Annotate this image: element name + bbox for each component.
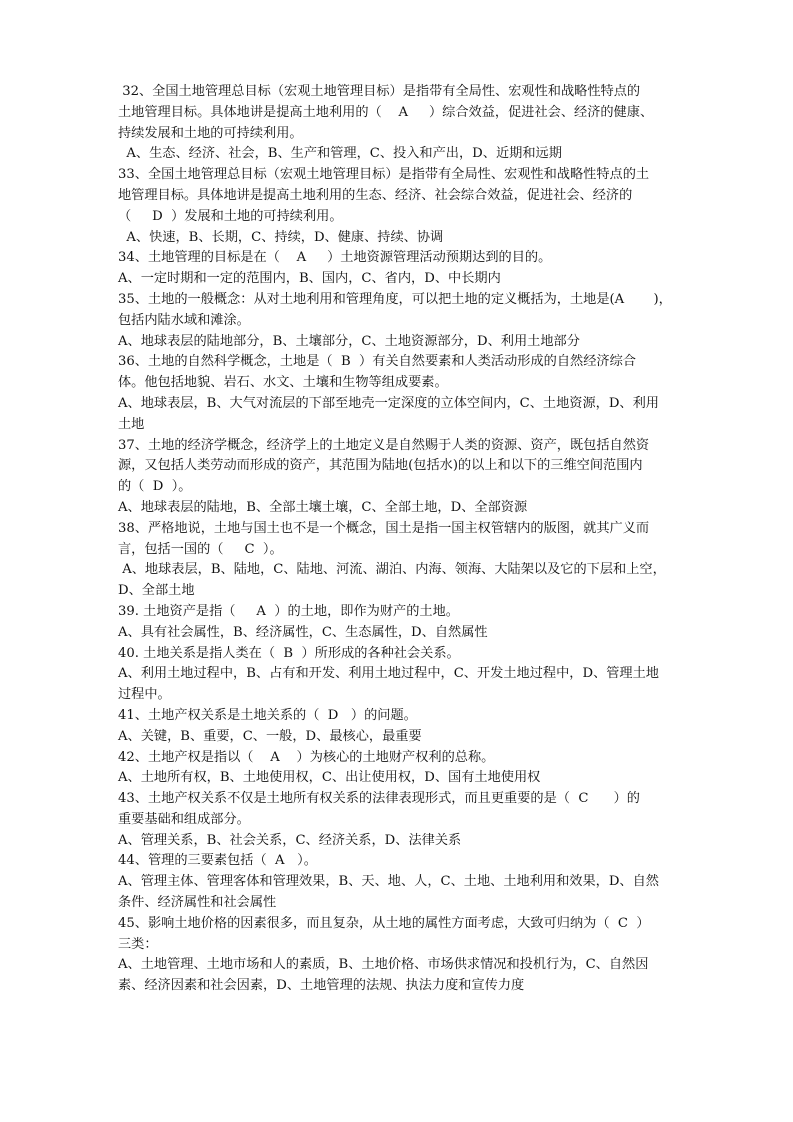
text-line: 39. 土地资产是指（ A ）的土地，即作为财产的土地。 xyxy=(118,603,459,619)
text-line: A、地球表层的陆地部分，B、土壤部分，C、土地资源部分，D、利用土地部分 xyxy=(118,333,580,349)
text-line: 源，又包括人类劳动而形成的资产，其范围为陆地(包括水)的以上和以下的三维空间范围内 xyxy=(118,458,643,474)
text-line: 的（ D ）。 xyxy=(118,479,192,495)
text-line: A、一定时期和一定的范围内，B、国内，C、省内，D、中长期内 xyxy=(118,271,501,287)
text-line: A、土地管理、土地市场和人的素质，B、土地价格、市场供求情况和投机行为，C、自然因 xyxy=(118,957,649,973)
text-line: 条件、经济属性和社会属性 xyxy=(118,895,277,911)
text-line: A、地球表层的陆地，B、全部土壤土壤，C、全部土地，D、全部资源 xyxy=(118,499,528,515)
text-line: 土地管理目标。具体地讲是提高土地利用的（ A ）综合效益，促进社会、经济的健康、 xyxy=(118,104,654,120)
text-line: 44、管理的三要素包括（ A ）。 xyxy=(118,853,317,869)
text-line: A、具有社会属性，B、经济属性，C、生态属性，D、自然属性 xyxy=(118,624,488,640)
text-line: 42、土地产权是指以（ A ）为核心的土地财产权利的总称。 xyxy=(118,749,495,765)
text-line: 言，包括一国的（ C ）。 xyxy=(118,541,283,557)
text-line: A、利用土地过程中，B、占有和开发、利用土地过程中，C、开发土地过程中，D、管理土地 xyxy=(118,666,659,682)
text-line: 41、土地产权关系是土地关系的（ D ）的问题。 xyxy=(118,707,417,723)
text-line: A、快速，B、长期，C、持续，D、健康、持续、协调 xyxy=(118,229,444,245)
text-line: 重要基础和组成部分。 xyxy=(118,811,250,827)
text-line: A、关键，B、重要，C、一般，D、最核心，最重要 xyxy=(118,728,422,744)
text-line: 持续发展和土地的可持续利用。 xyxy=(118,125,303,141)
text-line: A、地球表层，B、大气对流层的下部至地壳一定深度的立体空间内，C、土地资源，D、利用 xyxy=(118,395,659,411)
text-line: D、全部土地 xyxy=(118,583,195,599)
text-line: A、地球表层，B、陆地，C、陆地、河流、湖泊、内海、领海、大陆架以及它的下层和上空， xyxy=(118,562,666,578)
text-line: 36、土地的自然科学概念，土地是（ B ）有关自然要素和人类活动形成的自然经济综合 xyxy=(118,354,636,370)
text-line: A、管理关系，B、社会关系，C、经济关系，D、法律关系 xyxy=(118,832,462,848)
text-line: （ D ）发展和土地的可持续利用。 xyxy=(118,208,343,224)
text-line: 33、全国土地管理总目标（宏观土地管理目标）是指带有全局性、宏观性和战略性特点的土 xyxy=(118,167,650,183)
text-line: 45、影响土地价格的因素很多，而且复杂，从土地的属性方面考虑，大致可归纳为（ C ） xyxy=(118,915,650,931)
text-line: 包括内陆水域和滩涂。 xyxy=(118,312,250,328)
text-line: 过程中。 xyxy=(118,687,171,703)
text-line: A、土地所有权，B、土地使用权，C、出让使用权，D、国有土地使用权 xyxy=(118,770,541,786)
text-line: 35、土地的一般概念：从对土地利用和管理角度，可以把土地的定义概括为，土地是(A )， xyxy=(118,291,672,307)
text-line: 素、经济因素和社会因素，D、土地管理的法规、执法力度和宣传力度 xyxy=(118,978,525,994)
text-line: 体。他包括地貌、岩石、水文、土壤和生物等组成要素。 xyxy=(118,375,448,391)
text-line: 土地 xyxy=(118,416,145,432)
text-line: A、管理主体、管理客体和管理效果，B、天、地、人，C、土地、土地利用和效果，D、自然 xyxy=(118,874,659,890)
text-line: 32、全国土地管理总目标（宏观土地管理目标）是指带有全局性、宏观性和战略性特点的 xyxy=(118,84,641,99)
text-line: A、生态、经济、社会，B、生产和管理，C、投入和产出，D、近期和远期 xyxy=(118,146,562,162)
text-line: 37、土地的经济学概念，经济学上的土地定义是自然赐于人类的资源、资产，既包括自然资 xyxy=(118,437,650,453)
text-line: 三类： xyxy=(118,936,158,952)
text-line: 43、土地产权关系不仅是土地所有权关系的法律表现形式，而且更重要的是（ C ）的 xyxy=(118,791,640,807)
text-line: 34、土地管理的目标是在（ A ）土地资源管理活动预期达到的目的。 xyxy=(118,250,552,266)
document-page xyxy=(118,82,681,997)
text-line: 地管理目标。具体地讲是提高土地利用的生态、经济、社会综合效益，促进社会、经济的 xyxy=(118,187,633,203)
text-line: 38、严格地说，土地与国土也不是一个概念，国土是指一国主权管辖内的版图，就其广义而 xyxy=(118,520,650,536)
text-line: 40. 土地关系是指人类在（ B ）所形成的各种社会关系。 xyxy=(118,645,460,661)
